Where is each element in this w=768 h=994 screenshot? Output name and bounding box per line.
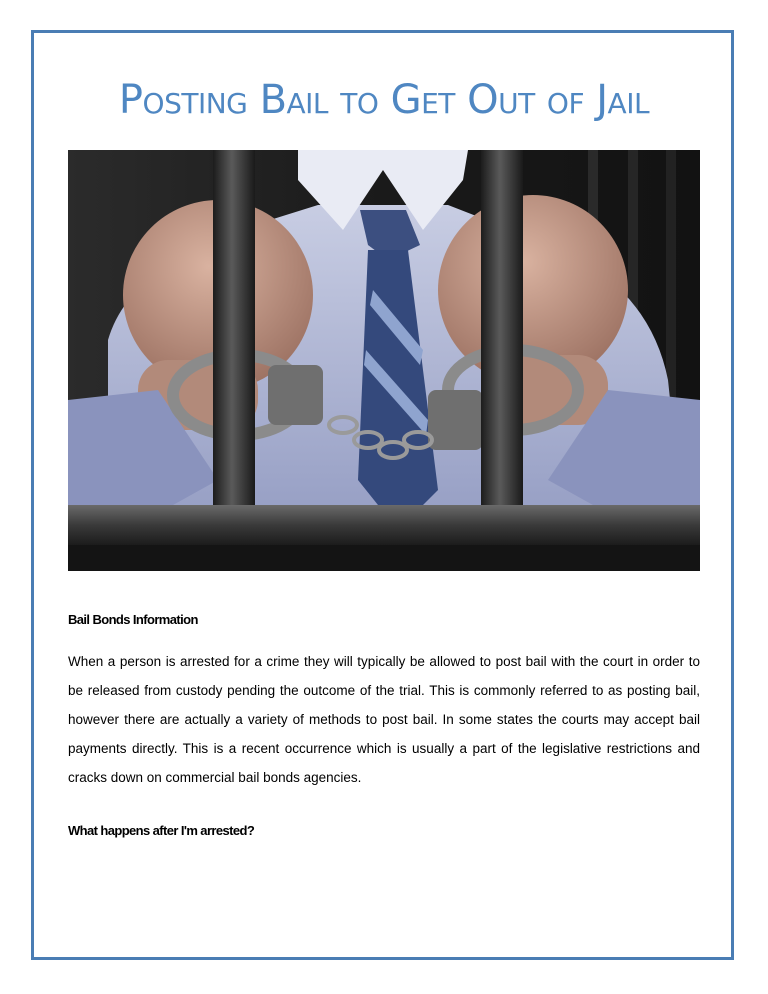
page-title: Posting Bail to Get Out of Jail — [118, 77, 650, 123]
section-heading-bail-bonds: Bail Bonds Information — [68, 612, 198, 627]
section-heading-after-arrest: What happens after I'm arrested? — [68, 823, 255, 838]
section-paragraph: When a person is arrested for a crime they will typically be allowed to post bail with the court in order to be released from custody pending the outcome of the trial. This is commonly referred to as posting bail, however there are actually a variety of methods to post bail. In some states the courts may accept bail payments directly. This is a recent occurrence which is usually a part of the legislative restrictions and cracks down on commercial bail bonds agencies. — [68, 654, 700, 785]
jail-handcuffs-photo — [68, 150, 700, 571]
